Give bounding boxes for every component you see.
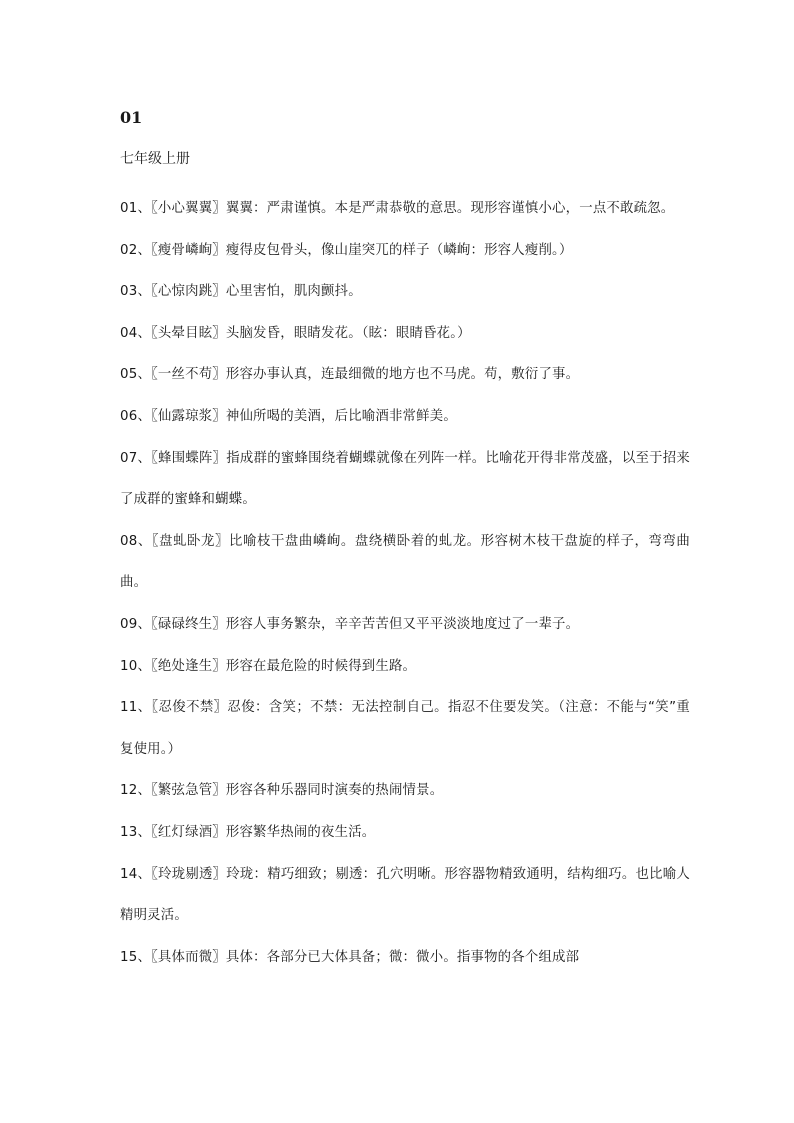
idiom-entry xyxy=(120,188,690,230)
idiom-entry xyxy=(120,438,690,521)
entry-number: 10、 xyxy=(120,658,152,674)
idiom-definition: 翼翼：严肃谨慎。本是严肃恭敬的意思。现形容谨慎小心，一点不敢疏忽。 xyxy=(225,201,675,216)
idiom-term: 〖仙露琼浆〗 xyxy=(151,408,226,424)
entry-number: 14、 xyxy=(120,866,152,882)
idiom-entry xyxy=(120,770,690,812)
idiom-definition: 具体：各部分已大体具备；微：微小。指事物的各个组成部 xyxy=(225,949,580,965)
entry-number: 05、 xyxy=(120,367,152,383)
entry-number: 06、 xyxy=(120,408,152,424)
idiom-definition: 比喻枝干盘曲嶙峋。盘绕横卧着的虬龙。形容树木枝干盘旋的样子，弯弯曲曲。 xyxy=(120,533,690,591)
idiom-entry xyxy=(120,271,690,313)
idiom-entry xyxy=(120,937,690,979)
idiom-term: 〖玲珑剔透〗 xyxy=(151,866,227,882)
idiom-term: 〖小心翼翼〗 xyxy=(151,201,226,216)
idiom-term: 〖碌碌终生〗 xyxy=(151,616,226,632)
idiom-entry xyxy=(120,354,690,396)
entry-number: 04、 xyxy=(120,325,152,341)
idiom-definition: 形容人事务繁杂，辛辛苦苦但又平平淡淡地度过了一辈子。 xyxy=(225,616,580,632)
idiom-definition: 瘦得皮包骨头，像山崖突兀的样子（嶙峋：形容人瘦削。） xyxy=(225,242,573,258)
idiom-term: 〖瘦骨嶙峋〗 xyxy=(151,242,226,258)
entry-number: 15、 xyxy=(120,949,152,965)
entry-number: 13、 xyxy=(120,824,152,840)
entry-number: 11、 xyxy=(120,700,152,716)
idiom-definition: 神仙所喝的美酒，后比喻酒非常鲜美。 xyxy=(225,408,457,424)
idiom-definition: 形容繁华热闹的夜生活。 xyxy=(225,824,376,840)
entry-number: 02、 xyxy=(120,242,152,258)
idiom-term: 〖具体而微〗 xyxy=(151,949,226,965)
entry-number: 09、 xyxy=(120,616,152,632)
idiom-entry xyxy=(120,230,690,272)
idiom-definition: 忍俊：含笑；不禁：无法控制自己。指忍不住要发笑。（注意：不能与“笑”重复使用。） xyxy=(120,700,691,757)
idiom-term: 〖头晕目眩〗 xyxy=(151,325,226,341)
idiom-entry xyxy=(120,604,690,646)
idiom-entry xyxy=(120,313,690,355)
idiom-entry xyxy=(120,396,690,438)
idiom-entry xyxy=(120,521,690,604)
entry-number: 07、 xyxy=(120,450,152,466)
idiom-entry xyxy=(120,687,690,770)
entry-number: 03、 xyxy=(120,284,152,300)
idiom-term: 〖忍俊不禁〗 xyxy=(151,700,228,716)
idiom-definition: 玲珑：精巧细致；剔透：孔穴明晰。形容器物精致通明，结构细巧。也比喻人精明灵活。 xyxy=(120,866,690,924)
document-page xyxy=(120,106,690,978)
idiom-definition: 指成群的蜜蜂围绕着蝴蝶就像在列阵一样。比喻花开得非常茂盛，以至于招来了成群的蜜蜂和蝴蝶。 xyxy=(120,450,690,508)
idiom-term: 〖一丝不苟〗 xyxy=(151,367,226,383)
entry-number: 12、 xyxy=(120,783,152,799)
idiom-definition: 心里害怕，肌肉颤抖。 xyxy=(225,284,362,300)
idiom-definition: 形容在最危险的时候得到生路。 xyxy=(225,658,417,674)
idiom-term: 〖绝处逢生〗 xyxy=(151,658,226,674)
idiom-term: 〖红灯绿酒〗 xyxy=(151,824,226,840)
idiom-entry xyxy=(120,812,690,854)
entry-number: 08、 xyxy=(120,533,152,549)
idiom-term: 〖心惊肉跳〗 xyxy=(151,284,226,300)
idiom-entry xyxy=(120,854,690,937)
grade-volume-heading: 七年级上册 xyxy=(120,151,190,167)
idiom-entry xyxy=(120,646,690,688)
idiom-definition: 头脑发昏，眼睛发花。（眩：眼睛昏花。） xyxy=(225,325,471,341)
idiom-term: 〖蜂围蝶阵〗 xyxy=(151,450,227,466)
idiom-definition: 形容办事认真，连最细微的地方也不马虎。苟，敷衍了事。 xyxy=(225,367,580,383)
entry-number: 01、 xyxy=(120,201,152,216)
idiom-term: 〖盘虬卧龙〗 xyxy=(151,533,229,549)
idiom-term: 〖繁弦急管〗 xyxy=(151,783,226,799)
idiom-list xyxy=(120,188,690,978)
section-number-heading: 01 xyxy=(120,108,143,127)
idiom-definition: 形容各种乐器同时演奏的热闹情景。 xyxy=(225,783,444,799)
